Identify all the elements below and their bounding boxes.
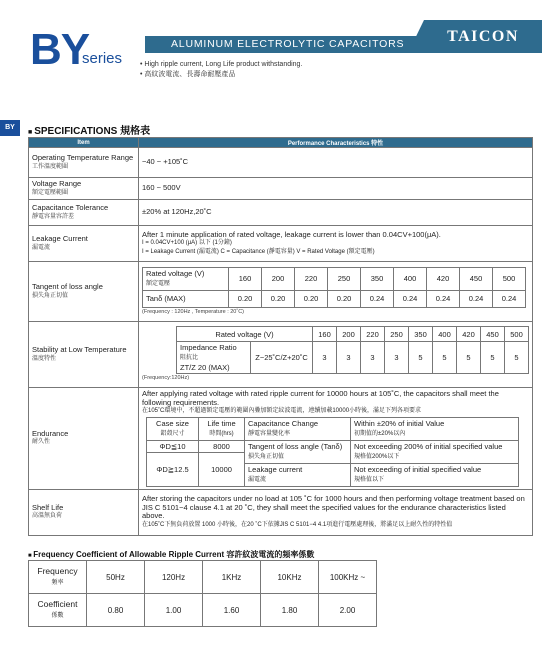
row-label: Shelf Life 高溫無負荷 bbox=[29, 489, 139, 535]
coefficient-cell: 1.00 bbox=[145, 594, 203, 627]
shelf-text-zh: 在105˚C下無負荷放置 1000 小時後，在20 ˚C下依據JIS C 5101−4 4.1項進行電壓處理後，將滿足以上耐久性的特性值 bbox=[142, 521, 453, 528]
leakage-formula: I = 0.04CV+100 (μA) 以下 (1分鐘) bbox=[142, 240, 232, 247]
voltage-cell: 160 bbox=[229, 267, 262, 290]
ratio-cell: 5 bbox=[409, 342, 433, 374]
table-row bbox=[29, 226, 533, 262]
feature-list bbox=[140, 60, 302, 80]
leakage-text: After 1 minute application of rated voltage, leakage current is lower than 0.04CV+100(μA). bbox=[142, 229, 441, 239]
row-label: Stability at Low Temperature 溫度特性 bbox=[29, 322, 139, 388]
tan-cell: 0.24 bbox=[493, 290, 526, 307]
voltage-cell: 350 bbox=[361, 267, 394, 290]
case-size-cell: ΦD≦10 bbox=[147, 440, 199, 452]
endurance-table bbox=[146, 417, 519, 487]
table-row bbox=[29, 594, 377, 627]
feature-item: • High ripple current, Long Life product withstanding. bbox=[140, 60, 302, 70]
shelf-text: After storing the capacitors under no load at 105 ˚C for 1000 hours and then performing voltage treatment based on JIS C 5101−4 clause 4.1 at 20 ˚C, they shall meet the specified values for the endurance characteristics listed above. bbox=[142, 494, 525, 520]
voltage-cell: 400 bbox=[433, 327, 457, 342]
specifications-table bbox=[28, 137, 533, 536]
voltage-cell: 350 bbox=[409, 327, 433, 342]
tangent-table bbox=[142, 267, 526, 308]
ratio-cell: 5 bbox=[457, 342, 481, 374]
tan-cell: 0.20 bbox=[229, 290, 262, 307]
endurance-item: Leakage current 漏電流 bbox=[245, 463, 351, 486]
voltage-cell: 400 bbox=[394, 267, 427, 290]
series-code: BY bbox=[30, 25, 90, 74]
row-value bbox=[139, 262, 533, 322]
side-tab: BY bbox=[0, 120, 20, 136]
ratio-cell: 3 bbox=[337, 342, 361, 374]
coefficient-cell: 2.00 bbox=[319, 594, 377, 627]
row-value: −40 ~ +105˚C bbox=[139, 148, 533, 178]
voltage-cell: 450 bbox=[481, 327, 505, 342]
frequency-cell: 50Hz bbox=[87, 561, 145, 594]
leakage-legend: I = Leakage Current (漏電流) C = Capacitance (靜電容量) V = Rated Voltage (額定電壓) bbox=[142, 248, 375, 255]
frequency-cell: 100KHz ~ bbox=[319, 561, 377, 594]
rated-voltage-label: Rated voltage (V) bbox=[177, 327, 313, 342]
table-row bbox=[29, 148, 533, 178]
voltage-cell: 420 bbox=[457, 327, 481, 342]
voltage-cell: 450 bbox=[460, 267, 493, 290]
row-label: Tangent of loss angle 損失角正切值 bbox=[29, 262, 139, 322]
tan-cell: 0.24 bbox=[394, 290, 427, 307]
table-row bbox=[29, 262, 533, 322]
endurance-text: After applying rated voltage with rated ripple current for 10000 hours at 105˚C, the capacitors shall meet the following requirements. bbox=[142, 389, 499, 407]
tan-cell: 0.24 bbox=[361, 290, 394, 307]
endurance-text-zh: 在105˚C環境中，不超過額定電壓的範圍內疊加額定紋波電流，連續加載10000小時後，滿足下列各項要求 bbox=[142, 408, 422, 414]
stability-table bbox=[176, 326, 529, 374]
voltage-cell: 160 bbox=[313, 327, 337, 342]
brand-logo: TAICON bbox=[424, 20, 542, 53]
tan-label: Tanδ (MAX) bbox=[143, 290, 229, 307]
ratio-cell: 3 bbox=[361, 342, 385, 374]
endurance-requirement: Within ±20% of initial Value 初期值的±20%以內 bbox=[351, 417, 519, 440]
table-row bbox=[29, 200, 533, 226]
tan-cell: 0.20 bbox=[262, 290, 295, 307]
ratio-cell: 3 bbox=[313, 342, 337, 374]
frequency-title: ■ Frequency Coefficient of Allowable Ripple Current 容許紋波電流的頻率係數 bbox=[28, 549, 314, 560]
ratio-cell: 5 bbox=[505, 342, 529, 374]
frequency-label: Frequency 頻率 bbox=[29, 561, 87, 594]
endurance-item: Capacitance Change 靜電容量變化率 bbox=[245, 417, 351, 440]
coefficient-cell: 0.80 bbox=[87, 594, 145, 627]
tan-cell: 0.20 bbox=[295, 290, 328, 307]
voltage-cell: 420 bbox=[427, 267, 460, 290]
impedance-ratio-label: Impedance Ratio 阻抗比 ZT/Z 20 (MAX) bbox=[177, 342, 251, 374]
voltage-cell: 500 bbox=[505, 327, 529, 342]
row-value: ±20% at 120Hz,20˚C bbox=[139, 200, 533, 226]
table-row bbox=[29, 322, 533, 388]
tangent-note: (Frequency : 120Hz , Temperature : 20˚C) bbox=[142, 308, 244, 315]
case-size-cell: ΦD≧12.5 bbox=[147, 452, 199, 486]
frequency-cell: 1KHz bbox=[203, 561, 261, 594]
endurance-requirement: Not exceeding 200% of initial specified value 規格值200%以下 bbox=[351, 440, 519, 463]
ratio-cell: 5 bbox=[433, 342, 457, 374]
endurance-requirement: Not exceeding of initial specified value 規格值以下 bbox=[351, 463, 519, 486]
coefficient-label: Coefficient 係數 bbox=[29, 594, 87, 627]
case-size-header: Case size 鋁殼尺寸 bbox=[147, 417, 199, 440]
voltage-cell: 220 bbox=[361, 327, 385, 342]
col-item-header: Item bbox=[29, 138, 139, 148]
voltage-cell: 200 bbox=[262, 267, 295, 290]
voltage-cell: 200 bbox=[337, 327, 361, 342]
row-value bbox=[139, 226, 533, 262]
voltage-cell: 220 bbox=[295, 267, 328, 290]
voltage-cell: 250 bbox=[328, 267, 361, 290]
life-time-cell: 10000 bbox=[199, 452, 245, 486]
col-perf-header: Performance Characteristics 特性 bbox=[139, 138, 533, 148]
life-time-header: Life time 時間(hrs) bbox=[199, 417, 245, 440]
series-word: series bbox=[82, 50, 123, 67]
row-label: Voltage Range 額定電壓範圍 bbox=[29, 178, 139, 200]
row-label: Leakage Current 漏電流 bbox=[29, 226, 139, 262]
row-value bbox=[139, 388, 533, 490]
frequency-cell: 120Hz bbox=[145, 561, 203, 594]
endurance-item: Tangent of loss angle (Tanδ) 損失角正切值 bbox=[245, 440, 351, 463]
row-value bbox=[139, 489, 533, 535]
category-title: ALUMINUM ELECTROLYTIC CAPACITORS bbox=[145, 36, 423, 53]
row-value bbox=[139, 322, 533, 388]
frequency-cell: 10KHz bbox=[261, 561, 319, 594]
frequency-table bbox=[28, 560, 377, 627]
row-value: 160 ~ 500V bbox=[139, 178, 533, 200]
table-row bbox=[29, 489, 533, 535]
row-label: Operating Temperature Range 工作溫度範圍 bbox=[29, 148, 139, 178]
feature-item: • 高紋波電流、長壽命耐壓產品 bbox=[140, 70, 302, 80]
tan-cell: 0.20 bbox=[328, 290, 361, 307]
row-label: Endurance 耐久性 bbox=[29, 388, 139, 490]
rated-voltage-label: Rated voltage (V) 額定電壓 bbox=[143, 267, 229, 290]
specifications-title: ■ SPECIFICATIONS 規格表 bbox=[28, 122, 150, 137]
tan-cell: 0.24 bbox=[460, 290, 493, 307]
table-row bbox=[29, 178, 533, 200]
stability-note: (Frequency:120Hz) bbox=[142, 375, 190, 382]
coefficient-cell: 1.80 bbox=[261, 594, 319, 627]
coefficient-cell: 1.60 bbox=[203, 594, 261, 627]
row-label: Capacitance Tolerance 靜電容量容許差 bbox=[29, 200, 139, 226]
impedance-condition: Z−25˚C/Z+20˚C bbox=[251, 342, 313, 374]
voltage-cell: 500 bbox=[493, 267, 526, 290]
voltage-cell: 250 bbox=[385, 327, 409, 342]
table-row bbox=[29, 388, 533, 490]
ratio-cell: 3 bbox=[385, 342, 409, 374]
table-row bbox=[29, 561, 377, 594]
life-time-cell: 8000 bbox=[199, 440, 245, 452]
ratio-cell: 5 bbox=[481, 342, 505, 374]
tan-cell: 0.24 bbox=[427, 290, 460, 307]
